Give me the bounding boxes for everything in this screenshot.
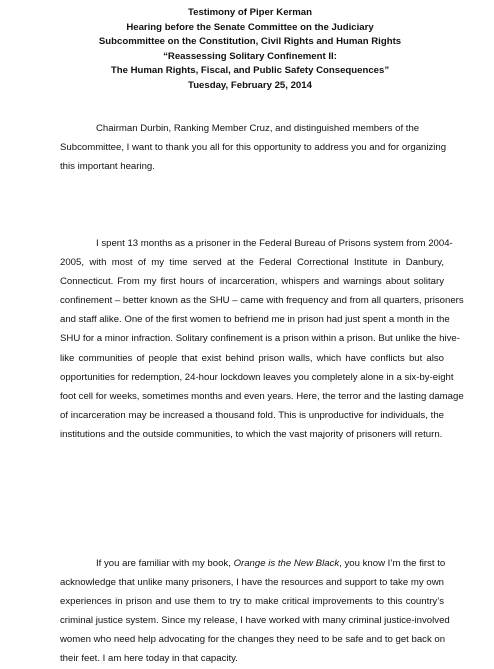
- book-title: Orange is the New Black: [233, 558, 340, 569]
- paragraph-line: acknowledge that unlike many prisoners, I have the resources and support to take my own: [60, 577, 444, 589]
- paragraph-experience: [60, 234, 464, 444]
- paragraph-line: women who need help advocating for the changes they need to be safe and to get back on: [60, 634, 446, 646]
- paragraph-line: Chairman Durbin, Ranking Member Cruz, and distinguished members of the: [96, 123, 420, 134]
- paragraph-opening: [60, 119, 447, 176]
- header-subcommittee: Subcommittee on the Constitution, Civil Rights and Human Rights: [98, 36, 402, 48]
- paragraph-line: I spent 13 months as a prisoner in the Federal Bureau of Prisons system from 2004-: [96, 238, 453, 249]
- paragraph-line: foot cell for weeks, sometimes months and even years. Here, the terror and the lasting damage: [60, 390, 464, 402]
- line-text: , you know I’m the first to: [339, 558, 446, 569]
- paragraph-line: of incarceration may be increased a thousand fold. This is unproductive for individuals, the: [60, 409, 444, 421]
- header-topic-line1: “Reassessing Solitary Confinement II:: [163, 50, 337, 62]
- testimony-header: [60, 6, 440, 94]
- paragraph-line: opportunities for redemption, 24-hour lockdown leaves you completely alone in a six-by-eight: [60, 371, 454, 383]
- paragraph-line: SHU for a minor infraction. Solitary confinement is a prison within a prison. But unlike the hive-: [60, 333, 460, 345]
- paragraph-line: experiences in prison and use them to try to make critical improvements to this country’s: [60, 596, 444, 608]
- paragraph-line: 2005, with most of my time served at the Federal Correctional Institute in Danbury,: [60, 257, 444, 269]
- paragraph-line: like communities of people that exist behind prison walls, which have conflicts but also: [60, 352, 444, 364]
- paragraph-line: confinement – better known as the SHU – came with frequency and from all quarters, prisoners: [60, 295, 464, 307]
- paragraph-line: Subcommittee, I want to thank you all for this opportunity to address you and for organizing: [60, 142, 447, 154]
- paragraph-line: institutions and the outside communities, to which the vast majority of prisoners will return.: [60, 428, 443, 440]
- paragraph-line: their feet. I am here today in that capacity.: [60, 653, 238, 665]
- header-topic-line2: The Human Rights, Fiscal, and Public Safety Consequences”: [110, 65, 390, 77]
- header-title: Testimony of Piper Kerman: [187, 7, 313, 18]
- paragraph-line: this important hearing.: [60, 161, 155, 173]
- paragraph-book: [60, 554, 450, 669]
- line-text: If you are familiar with my book,: [96, 558, 234, 569]
- paragraph-line: and staff alike. One of the first women to befriend me in prison had just spent a month in the: [60, 314, 450, 326]
- header-hearing: Hearing before the Senate Committee on the Judiciary: [126, 21, 374, 33]
- paragraph-line: [60, 554, 444, 573]
- paragraph-line: criminal justice system. Since my release, I have worked with many criminal justice-involved: [60, 615, 450, 627]
- header-date: Tuesday, February 25, 2014: [188, 79, 312, 91]
- paragraph-line: Connecticut. From my first hours of incarceration, whispers and warnings about solitary: [60, 276, 444, 288]
